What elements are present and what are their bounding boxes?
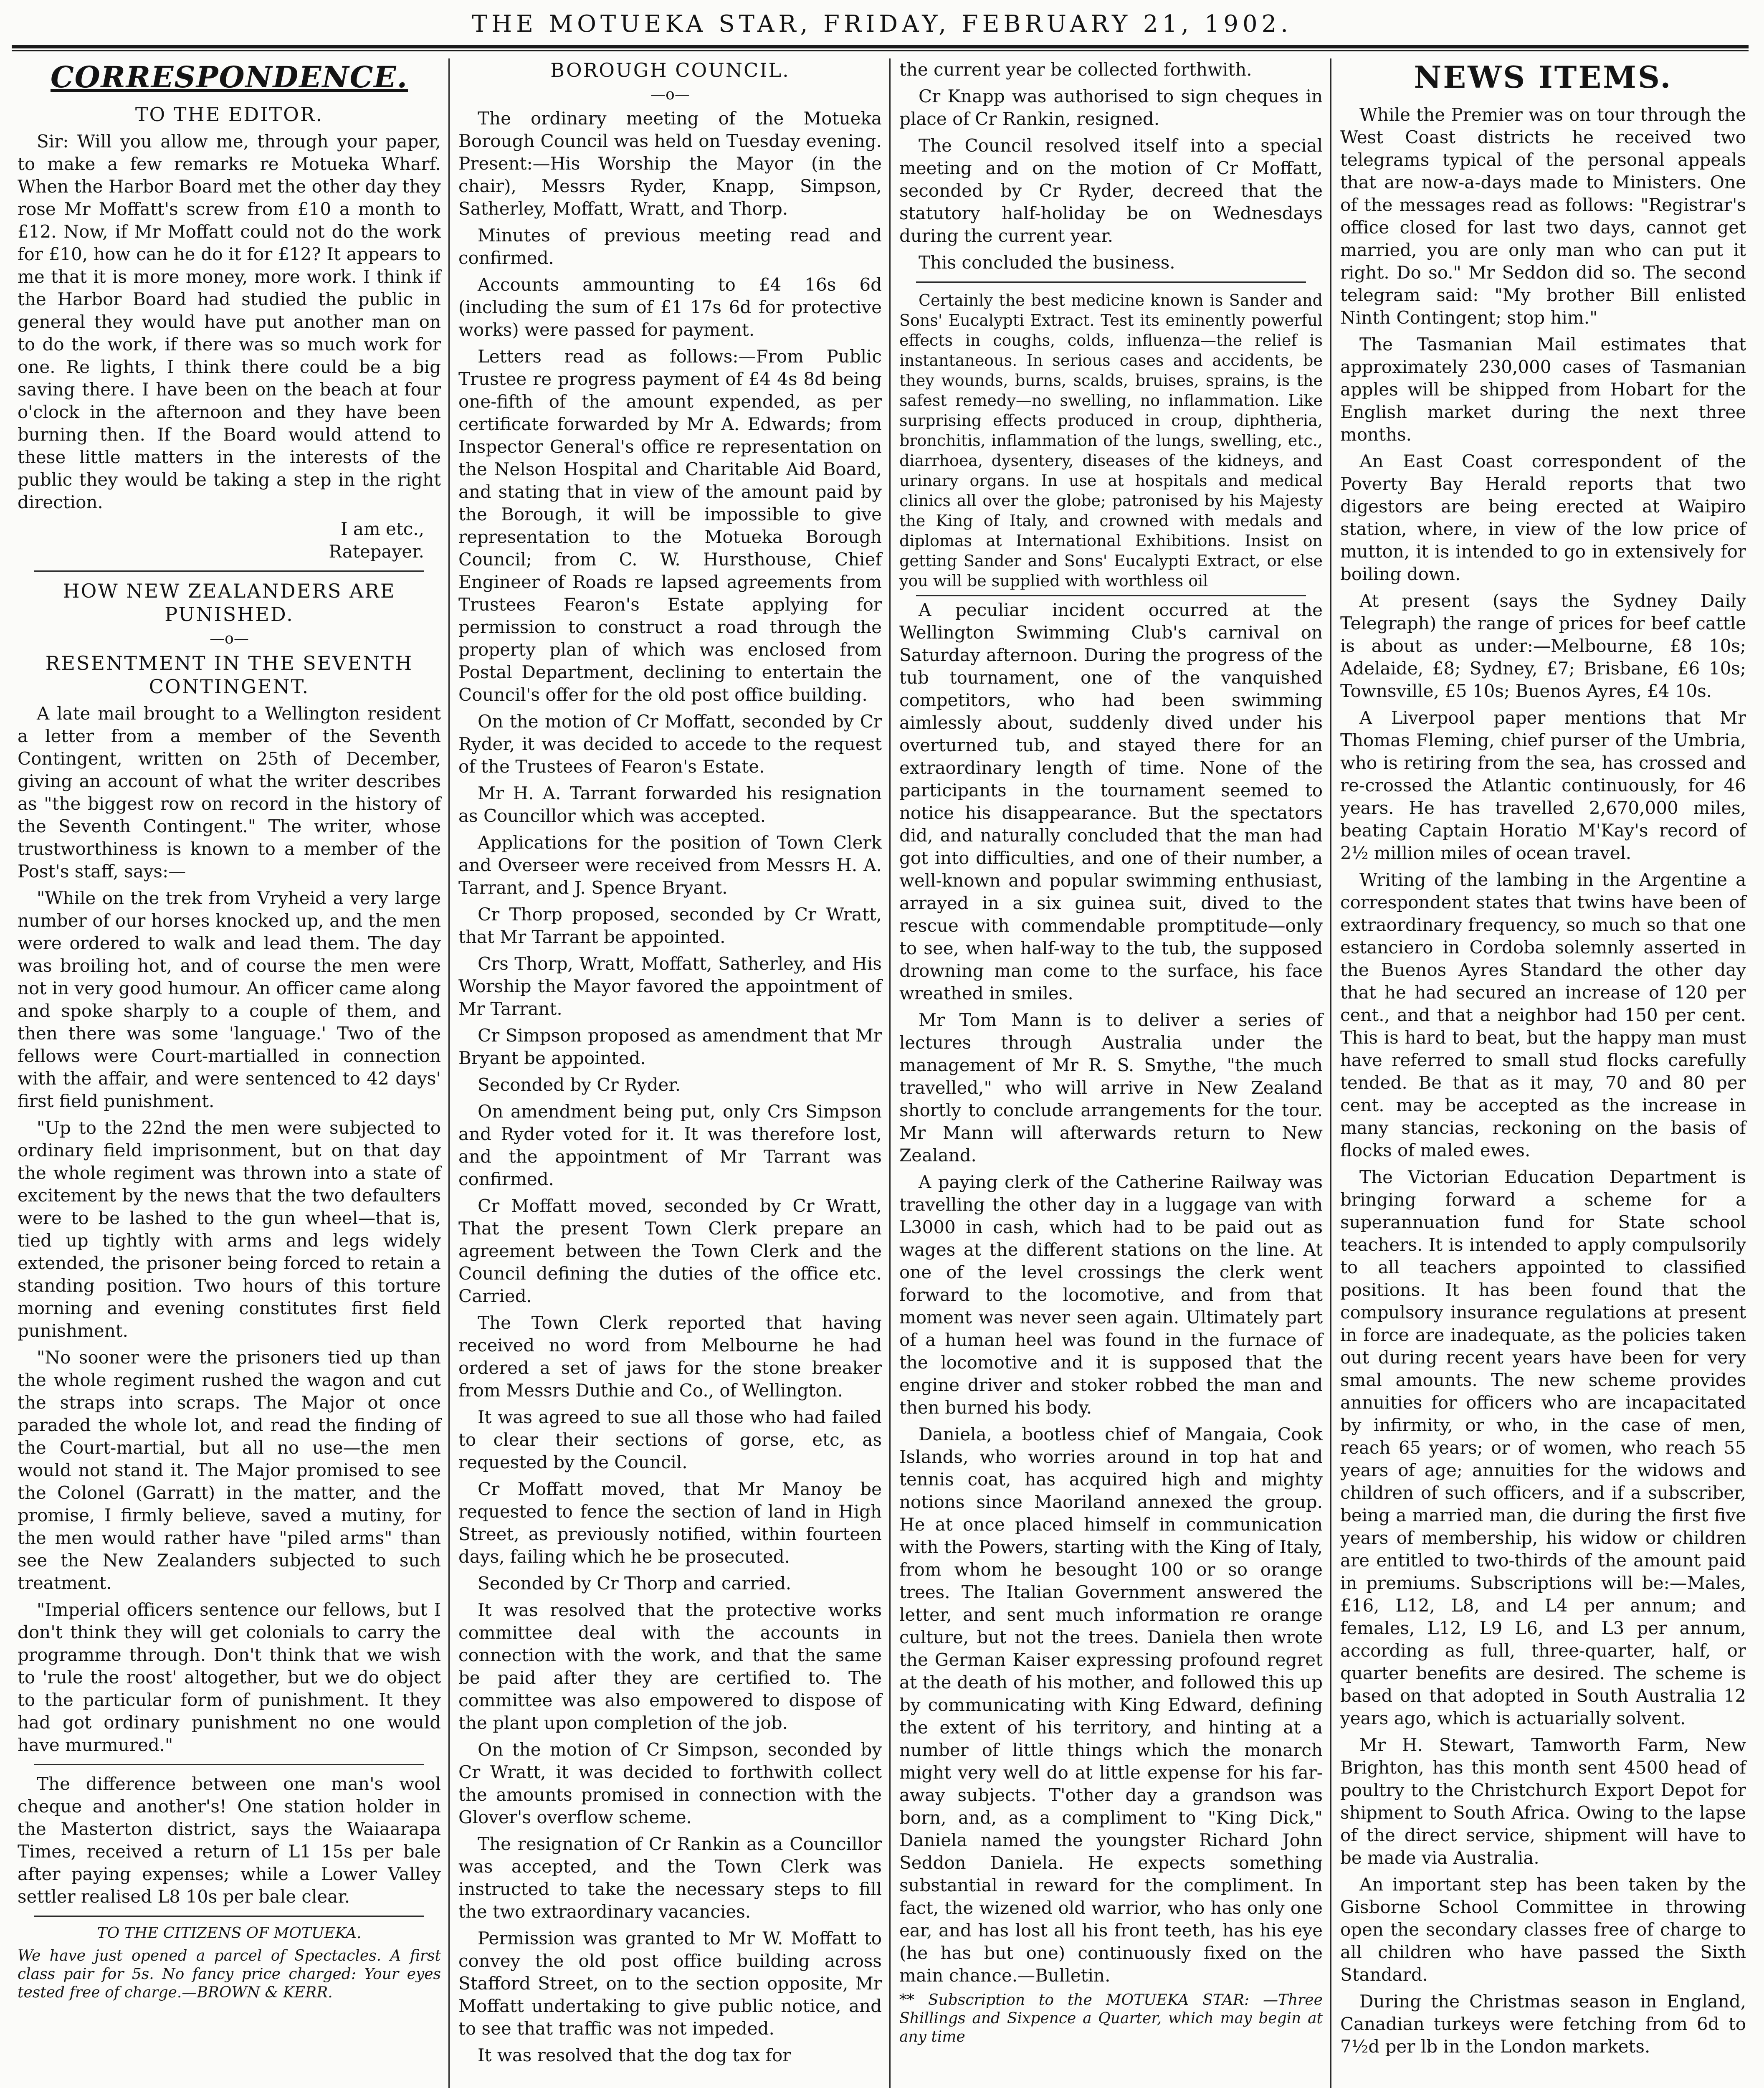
article-paragraph: The ordinary meeting of the Motueka Borough Council was held on Tuesday evening. Present:—His Worship the Mayor (in the chair), Messrs Ryder, Knapp, Simpson, Satherley, Moffatt, Wratt, and Thorp. — [458, 108, 882, 219]
news-paragraph: While the Premier was on tour through the West Coast districts he received two telegrams typical of the personal appeals that are now-a-days made to Ministers. One of the messages read as follows: "Registrar's office closed for last two days, cannot get married, you are only man who can put it right. Do so." Mr Seddon did so. The second telegram said: "My brother Bill enlisted Ninth Contingent; stop him." — [1340, 104, 1746, 328]
article-paragraph: "Imperial officers sentence our fellows, but I don't think they will get colonials to carry the programme through. Don't think that we wish to 'rule the roost' altogether, but we do object to the particular form of punishment. It they had got ordinary punishment no one would have murmured." — [18, 1599, 441, 1755]
column-news-items — [1334, 58, 1752, 2088]
news-paragraph: Mr Tom Mann is to deliver a series of lectures through Australia under the management of Mr R. S. Smythe, "the much travelled," who will arrive in New Zealand shortly to conclude arrangements for the tour. Mr Mann will afterwards return to New Zealand. — [899, 1010, 1323, 1166]
separator: —o— — [210, 630, 249, 647]
section-heading: NEWS ITEMS. — [1414, 59, 1673, 95]
medicine-ad: Certainly the best medicine known is Sander and Sons' Eucalypti Extract. Test its eminently powerful effects in coughs, colds, influenza—the relief is instantaneous. In serious cases and accidents, be they wounds, burns, scalds, bruises, sprains, is the safest remedy—no swelling, no inflammation. Like surprising effects produced in croup, diphtheria, bronchitis, inflammation of the lungs, swelling, etc., diarrhoea, dysentery, diseases of the kidneys, and urinary organs. In use at hospitals and medical clinics all over the globe; patronised by his Majesty the King of Italy, and crowned with medals and diplomas at International Exhibitions. Insist on getting Sander and Sons' Eucalypti Extract, or else you will be supplied with worthless oil — [899, 291, 1323, 590]
column-divider — [448, 58, 450, 2088]
news-paragraph: At present (says the Sydney Daily Telegraph) the range of prices for beef cattle is about as under:—Melbourne, £8 10s; Adelaide, £8; Sydney, £7; Brisbane, £6 10s; Townsville, £5 10s; Buenos Ayres, £4 10s. — [1340, 590, 1746, 701]
article-paragraph: On the motion of Cr Simpson, seconded by Cr Wratt, it was decided to forthwith collect the amounts promised in connection with the Glover's overflow scheme. — [458, 1739, 882, 1827]
ad-title: TO THE CITIZENS OF MOTUEKA. — [97, 1925, 362, 1942]
article-subheading: RESENTMENT IN THE SEVENTH CONTINGENT. — [45, 652, 413, 698]
article-paragraph: This concluded the business. — [919, 252, 1175, 273]
article-paragraph: "No sooner were the prisoners tied up than the whole regiment rushed the wagon and cut the straps into scraps. The Major ot once paraded the whole lot, and read the finding of the Court-martial, but all no use—the men would not stand it. The Major promised to see the Colonel (Garratt) in the matter, and the promise, I firmly believe, saved a mutiny, for the men would rather have "piled arms" than see the New Zealanders subjected to such treatment. — [18, 1347, 441, 1593]
ad-text: We have just opened a parcel of Spectacles. A first class pair for 5s. No fancy price charged: Your eyes tested free of charge.—BROWN & KERR. — [18, 1947, 441, 2001]
separator: —o— — [650, 86, 690, 103]
section-heading: BOROUGH COUNCIL. — [550, 59, 790, 81]
article-paragraph: Crs Thorp, Wratt, Moffatt, Satherley, and His Worship the Mayor favored the appointment of Mr Tarrant. — [458, 953, 882, 1019]
article-paragraph: A late mail brought to a Wellington resident a letter from a member of the Seventh Contingent, written on 25th of December, giving an account of what the writer describes as "the biggest row on record in the history of the Seventh Contingent." The writer, whose trustworthiness is known to a member of the Post's staff, says:— — [18, 703, 441, 882]
divider — [34, 1916, 424, 1917]
article-paragraph: The Town Clerk reported that having received no word from Melbourne he had ordered a set of jaws for the stone breaker from Messrs Duthie and Co., of Wellington. — [458, 1313, 882, 1401]
news-paragraph: An East Coast correspondent of the Poverty Bay Herald reports that two digestors are being erected at Waipiro station, where, in view of the low price of mutton, it is intended to go in extensively for boiling down. — [1340, 451, 1746, 584]
subscription-notice: ** Subscription to the MOTUEKA STAR: —Three Shillings and Sixpence a Quarter, which may begin at any time — [899, 1992, 1323, 2045]
article-paragraph: The Council resolved itself into a special meeting and on the motion of Cr Moffatt, seconded by Cr Ryder, decreed that the statutory half-holiday be on Wednesdays during the current year. — [899, 135, 1323, 246]
column-divider — [889, 58, 891, 2088]
article-paragraph: Minutes of previous meeting read and confirmed. — [458, 225, 882, 268]
article-paragraph: Mr H. A. Tarrant forwarded his resignation as Councillor which was accepted. — [458, 783, 882, 826]
letter-body: Sir: Will you allow me, through your paper, to make a few remarks re Motueka Wharf. When the Harbor Board met the other day they rose Mr Moffatt's screw from £10 a month to £12. Now, if Mr Moffatt could not do the work for £10, how can he do it for £12? It appears to me that it is more money, more work. I think if the Harbor Board had studied the public in general they would have put another man on to do the work, if there was so much work for one. Re lights, I think there could be a big saving there. I have been on the beach at four o'clock in the afternoon and they have been burning then. If the Board would attend to these little matters in the interests of the public they would be taking a step in the right direction. — [18, 131, 441, 512]
article-paragraph: It was agreed to sue all those who had failed to clear their sections of gorse, etc, as requested by the Council. — [458, 1407, 882, 1472]
letter-signer: Ratepayer. — [329, 541, 424, 562]
article-paragraph: Seconded by Cr Thorp and carried. — [478, 1573, 792, 1594]
article-paragraph: "While on the trek from Vryheid a very large number of our horses knocked up, and the men were ordered to walk and lead them. The day was broiling hot, and of course the men were not in very good humour. An officer came along and spoke sharply to a couple of them, and then there was some 'language.' Two of the fellows were Court-martialled in connection with the affair, and were sentenced to 42 days' first field punishment. — [18, 888, 441, 1111]
article-paragraph: It was resolved that the protective works committee deal with the accounts in connection with the work, and that the same be paid after they are certified to. The committee was also empowered to dispose of the plant upon completion of the job. — [458, 1600, 882, 1733]
news-paragraph: Daniela, a bootless chief of Mangaia, Cook Islands, who worries around in top hat and tennis coat, has acquired high and mighty notions since Maoriland annexed the group. He at once placed himself in communication with the Powers, starting with the King of Italy, from whom he besought 100 or so orange trees. The Italian Government answered the letter, and sent much information re orange culture, but not the trees. Daniela then wrote the German Kaiser expressing profound regret at the death of his mother, and followed this up by communicating with King Edward, defining the extent of his territory, and hinting at a number of little things which the monarch might very well do at little expense for his far-away subjects. T'other day a grandson was born, and, as a compliment to "King Dick," Daniela named the youngster Richard John Seddon Daniela. He expects something substantial in reward for the compliment. In fact, the wizened old warrior, who has only one ear, and has lost all his front teeth, has his eye (he has but one) continuously fixed on the main chance.—Bulletin. — [899, 1424, 1323, 1986]
news-paragraph: A paying clerk of the Catherine Railway was travelling the other day in a luggage van with L3000 in cash, which had to be paid out as wages at the different stations on the line. At one of the level crossings the clerk went forward to the locomotive, and from that moment was never seen again. Ultimately part of a human heel was found in the furnace of the locomotive and it is supposed that the engine driver and stoker robbed the man and then burned his body. — [899, 1172, 1323, 1418]
article-paragraph: Letters read as follows:—From Public Trustee re progress payment of £4 4s 8d being one-fifth of the amount expended, as per certificate forwarded by Mr A. Edwards; from Inspector General's office re representation on the Nelson Hospital and Charitable Aid Board, and stating that in view of the amount paid by the Borough, it will be impossible to give representation to the Motueka Borough Council; from C. W. Hursthouse, Chief Engineer of Roads re lapsed agreements from Trustees Fearon's Estate applying for permission to construct a road through the property plan of which was enclosed from Postal Department, declining to entertain the Council's offer for the old post office building. — [458, 346, 882, 705]
divider — [34, 1764, 424, 1765]
article-paragraph: Cr Moffatt moved, that Mr Manoy be requested to fence the section of land in High Street, as previously notified, within fourteen days, failing which he be prosecuted. — [458, 1479, 882, 1567]
article-paragraph: the current year be collected forthwith. — [899, 59, 1252, 80]
news-paragraph: Writing of the lambing in the Argentine a correspondent states that twins have been of extraordinary frequency, so much so that one estanciero in Cordoba solemnly asserted in the Buenos Ayres Standard the other day that he had secured an increase of 120 per cent., and that a neighbor had 150 per cent. This is hard to beat, but the happy man must have referred to small stud flocks carefully tended. Be that as it may, 70 and 80 per cent. may be accepted as the increase in many stancias, reckoning on the basis of flocks of maled ewes. — [1340, 869, 1746, 1161]
article-paragraph: The resignation of Cr Rankin as a Councillor was accepted, and the Town Clerk was instructed to take the necessary steps to fill the two extraordinary vacancies. — [458, 1834, 882, 1922]
letter-salutation-heading: TO THE EDITOR. — [135, 103, 324, 126]
divider — [916, 281, 1306, 283]
article-paragraph: Cr Knapp was authorised to sign cheques in place of Cr Rankin, resigned. — [899, 86, 1323, 129]
news-paragraph: The difference between one man's wool cheque and another's! One station holder in the Masterton district, says the Waiaarapa Times, received a return of L1 15s per bale after paying expenses; while a Lower Valley settler realised L8 10s per bale clear. — [18, 1774, 441, 1907]
news-paragraph: The Tasmanian Mail estimates that approximately 230,000 cases of Tasmanian apples will be shipped from Hobart for the English market during the next three months. — [1340, 334, 1746, 445]
column-divider — [1330, 58, 1331, 2088]
column-middle-news — [893, 58, 1329, 2088]
section-heading: CORRESPONDENCE. — [50, 60, 408, 94]
article-paragraph: Applications for the position of Town Clerk and Overseer were received from Messrs H. A. Tarrant, and J. Spence Bryant. — [458, 832, 882, 898]
article-paragraph: Cr Simpson proposed as amendment that Mr Bryant be appointed. — [458, 1025, 882, 1068]
article-paragraph: "Up to the 22nd the men were subjected to ordinary field imprisonment, but on that day the whole regiment was thrown into a state of excitement by the news that the two defaulters were to be lashed to the gun wheel—that is, tied up tightly with arms and legs widely extended, the prisoner being forced to retain a standing position. Two hours of this torture morning and evening constitutes first field punishment. — [18, 1117, 441, 1341]
article-paragraph: On amendment being put, only Crs Simpson and Ryder voted for it. It was therefore lost, and the appointment of Mr Tarrant was confirmed. — [458, 1101, 882, 1189]
divider — [34, 570, 424, 572]
article-paragraph: Seconded by Cr Ryder. — [478, 1074, 681, 1095]
news-paragraph: Mr H. Stewart, Tamworth Farm, New Brighton, has this month sent 4500 head of poultry to the Christchurch Export Depot for shipment to South Africa. Owing to the lapse of the direct service, shipment will have to be made via Australia. — [1340, 1735, 1746, 1868]
masthead-rule-thin — [12, 50, 1749, 51]
news-paragraph: The Victorian Education Department is bringing forward a scheme for a superannuation fund for State school teachers. It is intended to apply compulsorily to all teachers appointed to classified positions. It has been found that the compulsory insurance regulations at present in force are inadequate, as the policies taken out during recent years have been for very smal amounts. The new scheme provides annuities for officers who are incapacitated by infirmity, or who, in the case of men, reach 65 years; or of women, who reach 55 years of age; annuities for the widows and children of such officers, and if a subscriber, being a married man, die during the first five years of membership, his widow or children are entitled to two-thirds of the amount paid in premiums. Subscriptions will be:—Males, £16, L12, L8, and L4 per annum; and females, L12, L9 L6, and L3 per annum, according as full, three-quarter, half, or quarter benefits are desired. The scheme is based on that adopted in South Australia 12 years ago, which is actuarially solvent. — [1340, 1167, 1746, 1728]
news-paragraph: An important step has been taken by the Gisborne School Committee in throwing open the secondary classes free of charge to all children who have passed the Sixth Standard. — [1340, 1874, 1746, 1985]
masthead-rule — [12, 45, 1749, 48]
article-paragraph: Cr Moffatt moved, seconded by Cr Wratt, That the present Town Clerk prepare an agreement between the Town Clerk and the Council defining the duties of the office etc. Carried. — [458, 1196, 882, 1306]
column-correspondence — [12, 58, 447, 2088]
masthead: THE MOTUEKA STAR, FRIDAY, FEBRUARY 21, 1902. — [471, 10, 1293, 38]
article-paragraph: Permission was granted to Mr W. Moffatt to convey the old post office building across Stafford Street, on to the section opposite, Mr Moffatt undertaking to give public notice, and to see that traffic was not impeded. — [458, 1928, 882, 2039]
news-paragraph: A Liverpool paper mentions that Mr Thomas Fleming, chief purser of the Umbria, who is retiring from the sea, has crossed and re-crossed the Atlantic continuously, for 46 years. He has travelled 2,670,000 miles, beating Captain Horatio M'Kay's record of 2½ million miles of ocean travel. — [1340, 707, 1746, 863]
article-heading: HOW NEW ZEALANDERS ARE PUNISHED. — [63, 580, 396, 626]
news-paragraph: A peculiar incident occurred at the Wellington Swimming Club's carnival on Saturday afternoon. During the progress of the tub tournament, one of the vanquished competitors, who had been swimming aimlessly about, suddenly dived under his overturned tub, and stayed there for an extraordinary length of time. None of the participants in the tournament seemed to notice his disappearance. But the spectators did, and naturally concluded that the man had got into difficulties, and one of their number, a well-known and popular swimming enthusiast, arrayed in a six guinea suit, dived to the rescue with commendable promptitude—only to see, when half-way to the tub, the supposed drowning man come to the surface, his face wreathed in smiles. — [899, 600, 1323, 1003]
news-paragraph: During the Christmas season in England, Canadian turkeys were fetching from 6d to 7½d per lb in the London markets. — [1340, 1991, 1746, 2057]
article-paragraph: On the motion of Cr Moffatt, seconded by Cr Ryder, it was decided to accede to the request of the Trustees of Fearon's Estate. — [458, 711, 882, 777]
divider — [916, 595, 1306, 596]
article-paragraph: Accounts ammounting to £4 16s 6d (including the sum of £1 17s 6d for protective works) were passed for payment. — [458, 274, 882, 340]
column-borough-council — [453, 58, 888, 2088]
letter-signoff: I am etc., — [340, 519, 424, 539]
article-paragraph: Cr Thorp proposed, seconded by Cr Wratt, that Mr Tarrant be appointed. — [458, 904, 882, 947]
article-paragraph: It was resolved that the dog tax for — [478, 2045, 791, 2065]
